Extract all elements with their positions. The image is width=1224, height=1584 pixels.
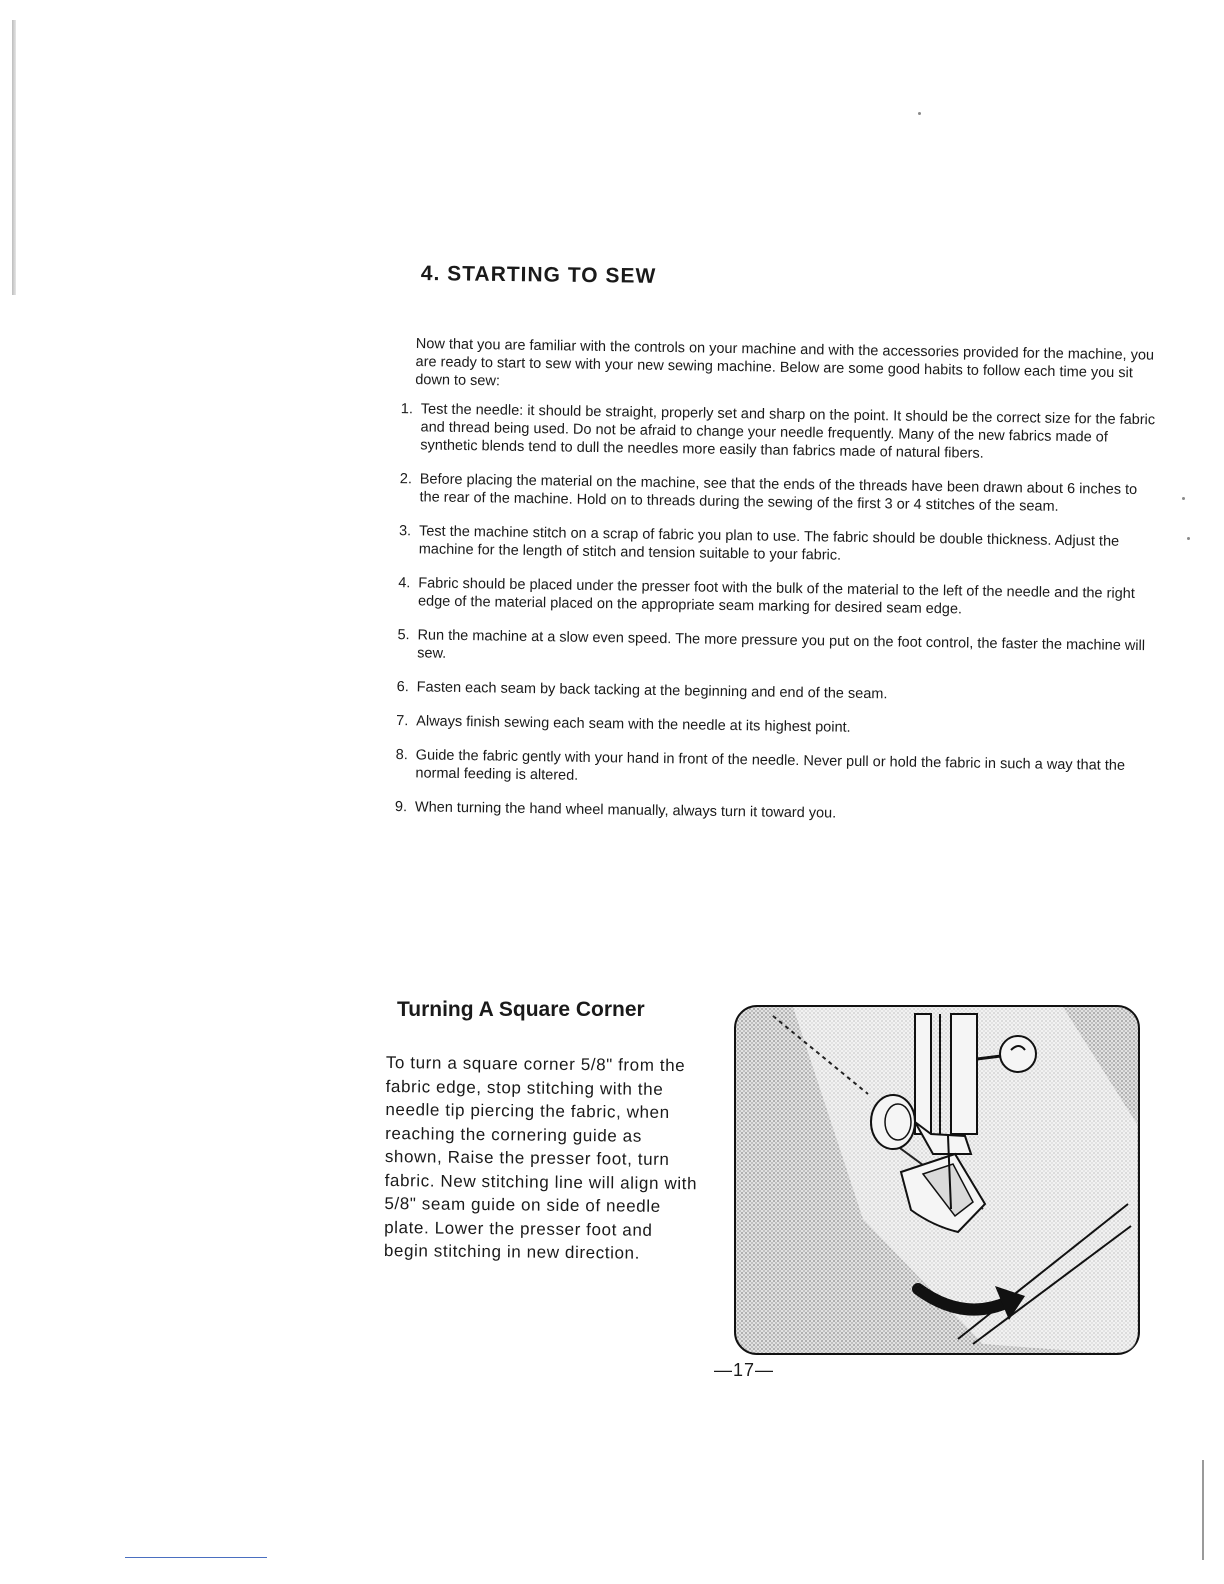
step-text: Fasten each seam by back tacking at the beginning and end of the seam. <box>416 679 888 703</box>
step-item <box>393 470 1158 517</box>
intro-paragraph: Now that you are familiar with the controls on your machine and with the accessories provided for the machine, you are ready to start to sew with your new sewing machine. Below are some good habits to follow each time you sit down to sew: <box>415 335 1155 389</box>
square-corner-illustration <box>733 1004 1143 1358</box>
step-number: 3. <box>398 523 412 540</box>
step-text: Before placing the material on the machine, see that the ends of the threads have been drawn about 6 inches to the rear of the machine. Hold on to threads during the sewing of the first 3 or 4 stitches of the seam. <box>419 471 1138 515</box>
step-number: 4. <box>398 575 411 592</box>
step-item <box>389 798 1154 827</box>
step-number: 6. <box>396 679 409 696</box>
needle-bar <box>915 1014 931 1134</box>
step-number: 9. <box>394 799 408 816</box>
step-item <box>394 400 1160 465</box>
corner-title: Turning A Square Corner <box>397 998 645 1021</box>
step-item <box>392 574 1157 621</box>
page-number: —17— <box>714 1360 775 1380</box>
step-text: Guide the fabric gently with your hand in front of the needle. Never pull or hold the fabric in such a way that the normal feeding is altered. <box>415 747 1126 784</box>
corner-paragraph: To turn a square corner 5/8" from the fabric edge, stop stitching with the needle tip piercing the fabric, when reaching the cornering guide as shown, Raise the presser foot, turn fabric. New stitching line will align with 5/8" seam guide on side of needle plate. Lower the presser foot and begin stitching in new direction. <box>383 1052 698 1263</box>
step-item <box>390 712 1155 741</box>
step-item <box>393 522 1158 569</box>
section-title: 4. STARTING TO SEW <box>420 262 657 288</box>
scan-speck <box>1187 537 1190 540</box>
step-item <box>391 678 1156 707</box>
steps-list <box>389 400 1160 843</box>
step-item <box>389 746 1154 793</box>
step-text: Test the needle: it should be straight, properly set and sharp on the point. It should be the correct size for the fabric and thread being used. Do not be afraid to change your needle frequently. Many of the new fabrics made of synthetic blends tend to dull the needles more easily than fabrics made of natural fibers. <box>420 401 1156 462</box>
presser-bar <box>951 1014 977 1134</box>
step-text: Always finish sewing each seam with the needle at its highest point. <box>416 713 851 736</box>
step-number: 8. <box>395 747 408 764</box>
step-item <box>391 626 1156 673</box>
step-text: Run the machine at a slow even speed. The more pressure you put on the foot control, the faster the machine will sew. <box>417 627 1146 662</box>
foot-screw <box>871 1095 915 1149</box>
step-number: 7. <box>396 713 409 730</box>
step-text: Fabric should be placed under the presser foot with the bulk of the material to the left of the needle and the right edge of the material placed on the appropriate seam marking for desired seam edge. <box>417 575 1135 618</box>
thumb-screw <box>1000 1036 1036 1072</box>
scan-speck <box>918 112 921 115</box>
step-number: 2. <box>399 471 413 488</box>
step-text: When turning the hand wheel manually, always turn it toward you. <box>414 799 837 822</box>
scan-edge-right <box>1202 1460 1204 1560</box>
step-text: Test the machine stitch on a scrap of fabric you plan to use. The fabric should be double thickness. Adjust the machine for the length of stitch and tension suitable to your fabric. <box>418 523 1120 564</box>
scan-speck <box>1182 497 1185 500</box>
scan-line-bottom <box>125 1557 267 1558</box>
scan-edge-left <box>12 20 16 295</box>
step-number: 1. <box>400 401 414 418</box>
step-number: 5. <box>397 627 410 644</box>
